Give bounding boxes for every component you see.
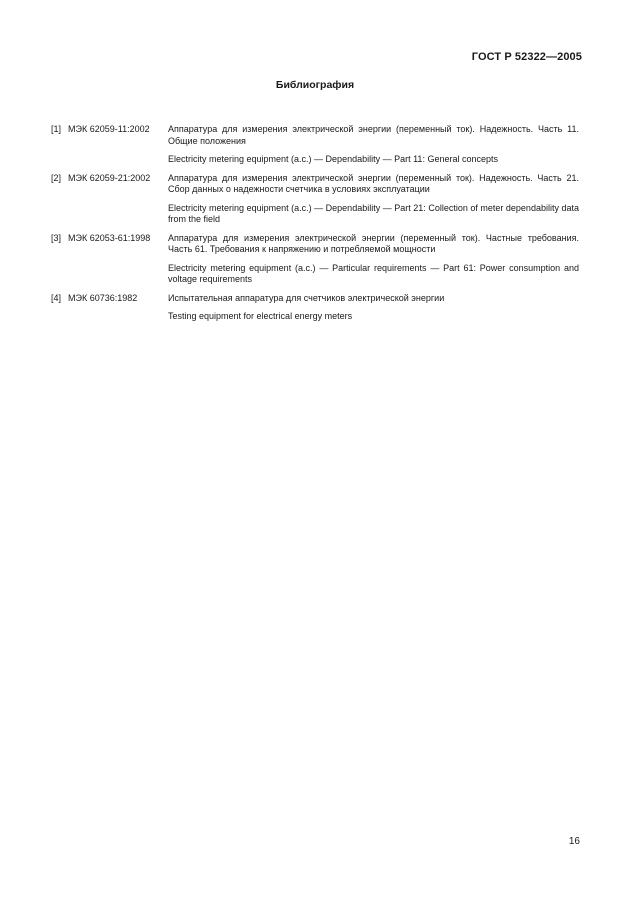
entry-reference: [51, 124, 168, 166]
entry-reference: [51, 233, 168, 286]
entry-title-ru: Аппаратура для измерения электрической энергии (переменный ток). Надежность. Часть 11. Общие положения: [168, 124, 579, 146]
entry-title-ru: Испытательная аппаратура для счетчиков электрической энергии: [168, 292, 445, 303]
page-number: 16: [568, 836, 580, 847]
bibliography-list: [51, 124, 579, 330]
entry-title-en: Electricity metering equipment (a.c.) — Dependability — Part 21: Collection of meter dependability data from the field: [168, 202, 579, 224]
entry-title-en: Electricity metering equipment (a.c.) — Particular requirements — Part 61: Power consumption and voltage requirements: [168, 262, 579, 284]
standard-code-header: ГОСТ Р 52322—2005: [471, 51, 582, 63]
bibliography-entry: [51, 233, 579, 286]
entry-title-ru: Аппаратура для измерения электрической энергии (переменный ток). Надежность. Часть 21. Сбор данных о надежности счетчика в условиях эксплуатации: [168, 172, 579, 194]
entry-reference: [51, 173, 168, 226]
entry-standard: МЭК 62059-21:2002: [68, 172, 151, 183]
entry-title-en: Testing equipment for electrical energy meters: [168, 311, 353, 321]
entry-texts: [168, 173, 579, 226]
entry-standard: МЭК 62059-11:2002: [68, 124, 150, 134]
entry-number: [4]: [51, 292, 62, 303]
entry-reference: [51, 293, 168, 323]
entry-title-ru: Аппаратура для измерения электрической энергии (переменный ток). Частные требования. Часть 61. Требования к напряжению и потребляемой мощности: [168, 232, 579, 254]
entry-number: [3]: [51, 232, 62, 243]
entry-texts: [168, 293, 579, 323]
entry-standard: МЭК 62053-61:1998: [68, 232, 151, 243]
bibliography-entry: [51, 173, 579, 226]
bibliography-title: Библиография: [275, 79, 355, 91]
entry-number: [2]: [51, 172, 62, 183]
entry-standard: МЭК 60736:1982: [68, 292, 138, 303]
bibliography-entry: [51, 124, 579, 166]
entry-texts: [168, 124, 579, 166]
entry-title-en: Electricity metering equipment (a.c.) — Dependability — Part 11: General concepts: [168, 154, 498, 164]
entry-number: [1]: [51, 124, 62, 134]
bibliography-entry: [51, 293, 579, 323]
entry-texts: [168, 233, 579, 286]
